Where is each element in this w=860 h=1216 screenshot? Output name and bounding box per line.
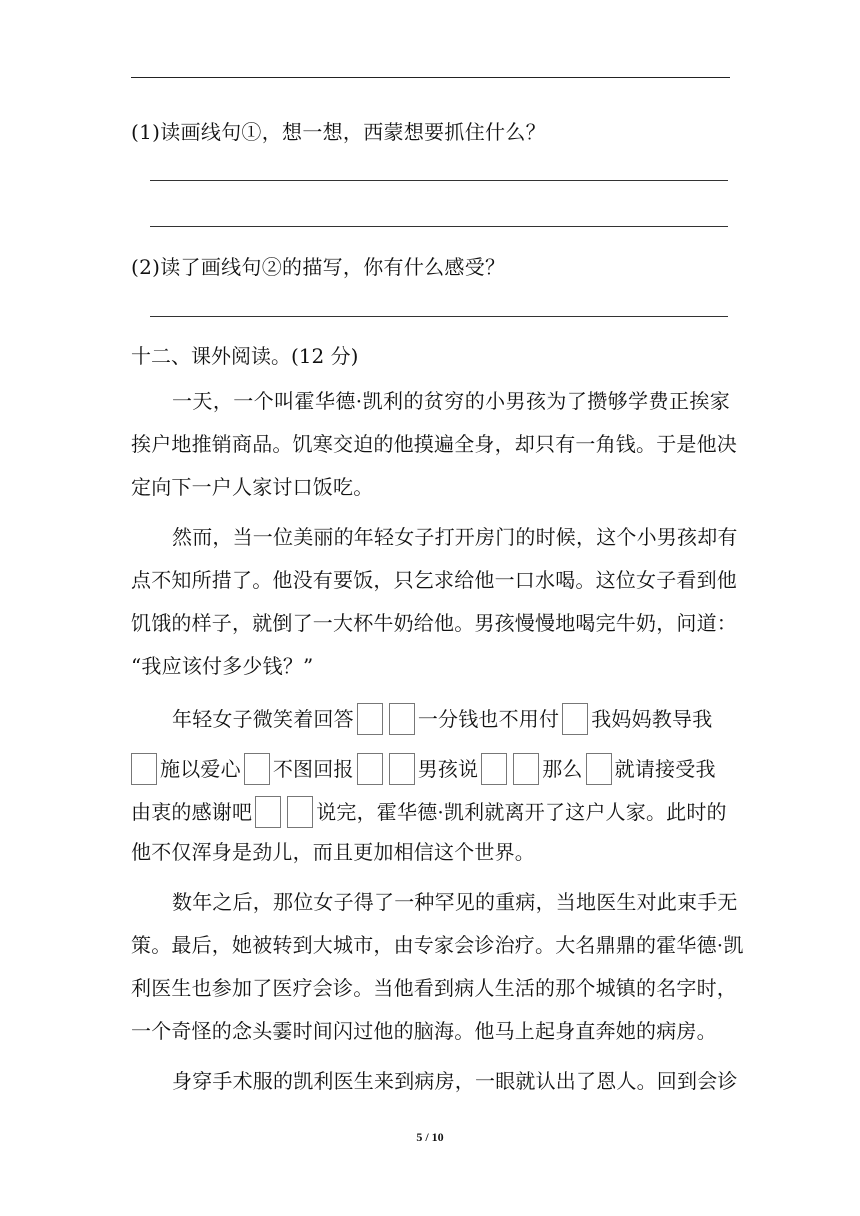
punctuation-blank[interactable] — [481, 753, 507, 785]
passage-line: 挨户地推销商品。饥寒交迫的他摸遍全身，却只有一角钱。于是他决 — [131, 432, 737, 456]
passage-line-with-blanks — [131, 796, 730, 828]
passage-line: 他不仅浑身是劲儿，而且更加相信这个世界。 — [131, 840, 535, 864]
answer-line-2[interactable] — [150, 226, 728, 227]
section-heading: 十二、课外阅读。(12 分) — [131, 344, 359, 368]
passage-text: 施以爱心 — [160, 757, 241, 781]
passage-text: 由衷的感谢吧 — [131, 800, 253, 824]
passage-line: 策。最后，她被转到大城市，由专家会诊治疗。大名鼎鼎的霍华德·凯 — [131, 933, 744, 957]
passage-text: 就请接受我 — [614, 757, 716, 781]
punctuation-blank[interactable] — [389, 703, 415, 735]
punctuation-blank[interactable] — [562, 703, 588, 735]
answer-line-1[interactable] — [150, 180, 728, 181]
passage-text: 年轻女子微笑着回答 — [172, 707, 354, 731]
passage-line-with-blanks — [172, 703, 771, 735]
punctuation-blank[interactable] — [131, 753, 157, 785]
passage-line: 一个奇怪的念头霎时间闪过他的脑海。他马上起身直奔她的病房。 — [131, 1019, 717, 1043]
punctuation-blank[interactable] — [244, 753, 270, 785]
passage-line: 然而，当一位美丽的年轻女子打开房门的时候，这个小男孩却有 — [172, 525, 738, 549]
passage-text: 说完，霍华德·凯利就离开了这户人家。此时的 — [316, 800, 727, 824]
passage-line: 点不知所措了。他没有要饭，只乞求给他一口水喝。这位女子看到他 — [131, 568, 737, 592]
passage-line: 数年之后，那位女子得了一种罕见的重病，当地医生对此束手无 — [172, 890, 738, 914]
punctuation-blank[interactable] — [357, 753, 383, 785]
passage-text: 一分钱也不用付 — [417, 707, 560, 731]
top-rule — [131, 77, 730, 78]
passage-line: 身穿手术服的凯利医生来到病房，一眼就认出了恩人。回到会诊 — [172, 1069, 738, 1093]
punctuation-blank[interactable] — [389, 753, 415, 785]
passage-line: 定向下一户人家讨口饭吃。 — [131, 475, 374, 499]
passage-text: 那么 — [542, 757, 583, 781]
passage-line: 饥饿的样子，就倒了一大杯牛奶给他。男孩慢慢地喝完牛奶，问道： — [131, 611, 737, 635]
passage-text: 我妈妈教导我 — [591, 707, 713, 731]
passage-line: “我应该付多少钱？” — [131, 654, 314, 678]
passage-line-with-blanks — [131, 753, 730, 785]
punctuation-blank[interactable] — [513, 753, 539, 785]
passage-line: 一天，一个叫霍华德·凯利的贫穷的小男孩为了攒够学费正挨家 — [172, 389, 730, 413]
punctuation-blank[interactable] — [287, 796, 313, 828]
answer-line-3[interactable] — [150, 316, 728, 317]
punctuation-blank[interactable] — [255, 796, 281, 828]
question-2: (2)读了画线句②的描写，你有什么感受？ — [131, 255, 506, 279]
punctuation-blank[interactable] — [357, 703, 383, 735]
passage-text: 男孩说 — [417, 757, 479, 781]
question-1: (1)读画线句①，想一想，西蒙想要抓住什么？ — [131, 120, 546, 144]
punctuation-blank[interactable] — [586, 753, 612, 785]
passage-line: 利医生也参加了医疗会诊。当他看到病人生活的那个城镇的名字时， — [131, 976, 737, 1000]
passage-text: 不图回报 — [272, 757, 354, 781]
page-number: 5 / 10 — [416, 1130, 444, 1144]
